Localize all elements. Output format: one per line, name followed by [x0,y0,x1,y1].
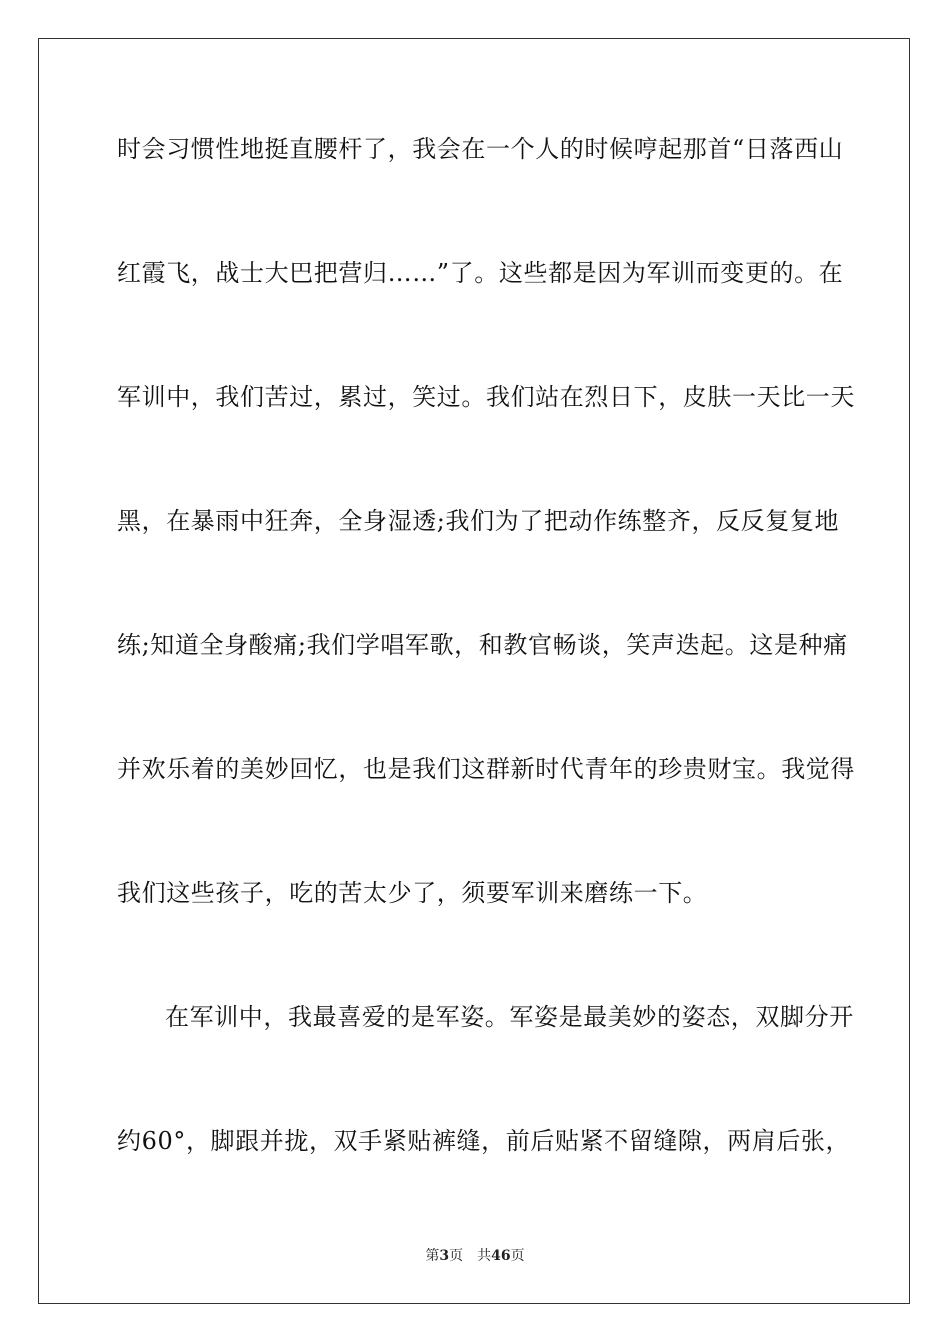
total-prefix: 共 [477,1248,492,1264]
page-border [38,38,910,1304]
body-line-1: 时会习惯性地挺直腰杆了，我会在一个人的时候哼起那首“日落西山 [117,135,844,163]
body-line-3: 军训中，我们苦过，累过，笑过。我们站在烈日下，皮肤一天比一天 [117,383,855,411]
page-suffix: 页 [449,1248,464,1264]
body-line-6: 并欢乐着的美妙回忆，也是我们这群新时代青年的珍贵财宝。我觉得 [117,755,855,783]
total-suffix: 页 [510,1248,525,1264]
page-footer [0,1247,950,1265]
page-prefix: 第 [425,1248,440,1264]
page-number: 3 [439,1248,450,1264]
body-line-5: 练;知道全身酸痛;我们学唱军歌，和教官畅谈，笑声迭起。这是种痛 [117,631,848,659]
total-pages: 46 [491,1248,511,1264]
body-line-9: 约60°，脚跟并拢，双手紧贴裤缝，前后贴紧不留缝隙，两肩后张， [117,1127,851,1155]
body-line-4: 黑，在暴雨中狂奔，全身湿透;我们为了把动作练整齐，反反复复地 [117,507,840,535]
paragraph-start-line: 在军训中，我最喜爱的是军姿。军姿是最美妙的姿态，双脚分开 [165,1003,854,1031]
body-line-2: 红霞飞，战士大巴把营归……”了。这些都是因为军训而变更的。在 [117,259,844,287]
body-line-7: 我们这些孩子，吃的苦太少了，须要军训来磨练一下。 [117,879,708,907]
